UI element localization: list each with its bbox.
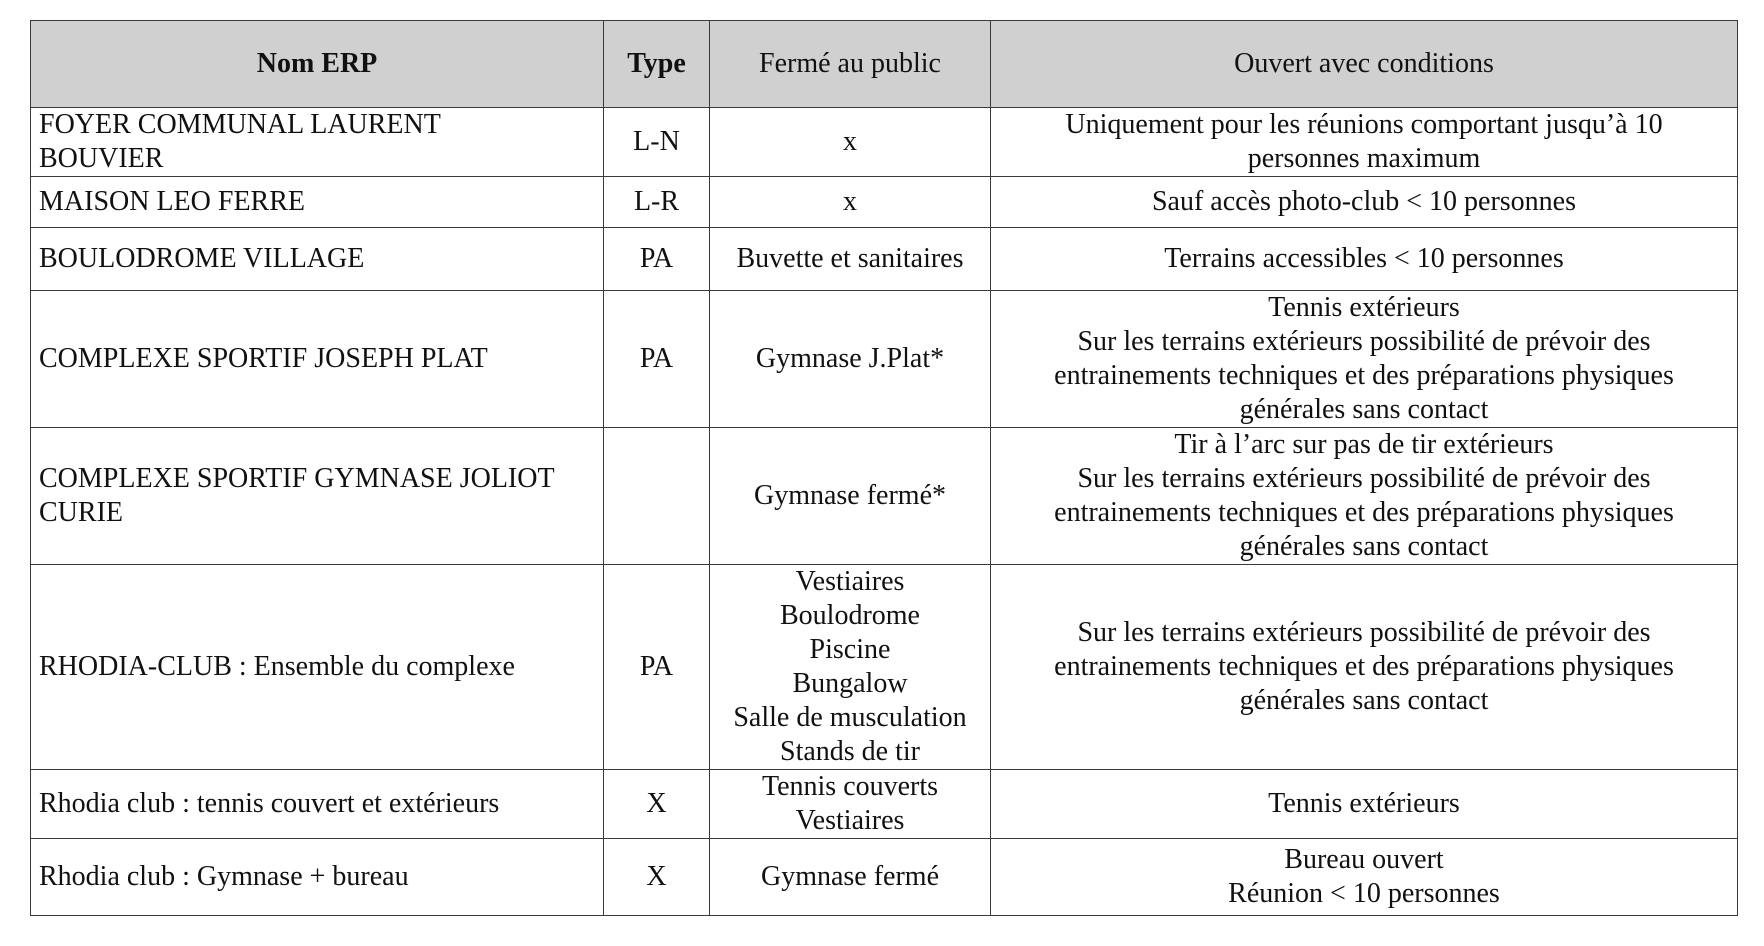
- cell-text-line: Sur les terrains extérieurs possibilité de prévoir des: [1077, 326, 1651, 357]
- cell-text-line: BOULODROME VILLAGE: [39, 243, 365, 274]
- cell-text-line: Bureau ouvert: [1284, 844, 1444, 875]
- cell-nom-erp: [31, 428, 604, 565]
- cell-ouvert: [991, 770, 1738, 839]
- cell-text-line: RHODIA-CLUB : Ensemble du complexe: [39, 651, 515, 682]
- cell-text-line: Vestiaires: [795, 566, 905, 597]
- cell-text-line: COMPLEXE SPORTIF GYMNASE JOLIOT: [39, 463, 555, 494]
- cell-text-line: Rhodia club : Gymnase + bureau: [39, 861, 409, 892]
- cell-type: X: [604, 770, 710, 839]
- cell-nom-erp: [31, 108, 604, 177]
- header-ouvert-avec-conditions: Ouvert avec conditions: [991, 21, 1738, 108]
- cell-ouvert: [991, 428, 1738, 565]
- cell-type: PA: [604, 228, 710, 291]
- cell-text-line: Terrains accessibles < 10 personnes: [1164, 243, 1564, 274]
- cell-type: PA: [604, 565, 710, 770]
- cell-text-line: Tennis extérieurs: [1268, 292, 1460, 323]
- cell-type: L-R: [604, 177, 710, 228]
- cell-type: [604, 428, 710, 565]
- cell-nom-erp: [31, 291, 604, 428]
- cell-text-line: Buvette et sanitaires: [736, 243, 964, 274]
- cell-text-line: Stands de tir: [780, 736, 920, 767]
- header-ferme-au-public: Fermé au public: [710, 21, 991, 108]
- cell-text-line: Gymnase fermé: [760, 861, 940, 892]
- cell-text-line: Sur les terrains extérieurs possibilité de prévoir des: [1077, 617, 1651, 648]
- cell-type: X: [604, 839, 710, 916]
- cell-nom-erp: [31, 770, 604, 839]
- table-row: [31, 228, 1738, 291]
- cell-ferme: [710, 177, 991, 228]
- cell-ferme: [710, 291, 991, 428]
- cell-text-line: Sur les terrains extérieurs possibilité de prévoir des: [1077, 463, 1651, 494]
- table-row: [31, 291, 1738, 428]
- cell-text-line: générales sans contact: [1239, 685, 1489, 716]
- cell-type: L-N: [604, 108, 710, 177]
- header-type: Type: [604, 21, 710, 108]
- cell-text-line: générales sans contact: [1239, 394, 1489, 425]
- cell-ferme: [710, 565, 991, 770]
- cell-text-line: x: [843, 186, 857, 217]
- cell-nom-erp: [31, 565, 604, 770]
- cell-text-line: Boulodrome: [780, 600, 920, 631]
- cell-text-line: Gymnase fermé*: [753, 480, 947, 511]
- cell-text-line: personnes maximum: [1247, 143, 1481, 174]
- cell-text-line: Tennis couverts: [761, 771, 939, 802]
- table-row: [31, 839, 1738, 916]
- cell-ouvert: [991, 228, 1738, 291]
- cell-text-line: Gymnase J.Plat*: [755, 343, 945, 374]
- cell-text-line: entrainements techniques et des préparations physiques: [1054, 651, 1674, 682]
- cell-text-line: MAISON LEO FERRE: [39, 186, 306, 217]
- cell-text-line: Tir à l’arc sur pas de tir extérieurs: [1174, 429, 1554, 460]
- cell-text-line: x: [843, 126, 857, 157]
- cell-text-line: Sauf accès photo-club < 10 personnes: [1151, 186, 1576, 217]
- cell-ouvert: [991, 108, 1738, 177]
- table-row: [31, 770, 1738, 839]
- cell-text-line: entrainements techniques et des préparations physiques: [1054, 497, 1674, 528]
- header-nom-erp: Nom ERP: [31, 21, 604, 108]
- cell-text-line: Bungalow: [792, 668, 908, 699]
- cell-text-line: Réunion < 10 personnes: [1228, 878, 1500, 909]
- cell-text-line: entrainements techniques et des préparations physiques: [1054, 360, 1674, 391]
- cell-type: PA: [604, 291, 710, 428]
- cell-text-line: Vestiaires: [795, 805, 905, 836]
- cell-nom-erp: [31, 228, 604, 291]
- cell-text-line: Tennis extérieurs: [1268, 788, 1460, 819]
- cell-ferme: [710, 839, 991, 916]
- erp-table: [30, 20, 1738, 916]
- cell-ouvert: [991, 839, 1738, 916]
- table-row: [31, 108, 1738, 177]
- table-row: [31, 565, 1738, 770]
- cell-ouvert: [991, 565, 1738, 770]
- cell-text-line: Piscine: [809, 634, 891, 665]
- cell-text-line: CURIE: [39, 497, 123, 528]
- cell-ferme: [710, 108, 991, 177]
- cell-text-line: COMPLEXE SPORTIF JOSEPH PLAT: [39, 343, 488, 374]
- cell-ouvert: [991, 291, 1738, 428]
- cell-text-line: Rhodia club : tennis couvert et extérieurs: [39, 788, 500, 819]
- cell-ferme: [710, 770, 991, 839]
- cell-text-line: Salle de musculation: [733, 702, 967, 733]
- cell-ouvert: [991, 177, 1738, 228]
- cell-text-line: Uniquement pour les réunions comportant jusqu’à 10: [1065, 109, 1663, 140]
- cell-ferme: [710, 228, 991, 291]
- cell-nom-erp: [31, 839, 604, 916]
- cell-text-line: BOUVIER: [39, 143, 164, 174]
- cell-text-line: générales sans contact: [1239, 531, 1489, 562]
- cell-ferme: [710, 428, 991, 565]
- cell-nom-erp: [31, 177, 604, 228]
- cell-text-line: FOYER COMMUNAL LAURENT: [39, 109, 441, 140]
- header-row: [31, 21, 1738, 108]
- table-row: [31, 177, 1738, 228]
- table-row: [31, 428, 1738, 565]
